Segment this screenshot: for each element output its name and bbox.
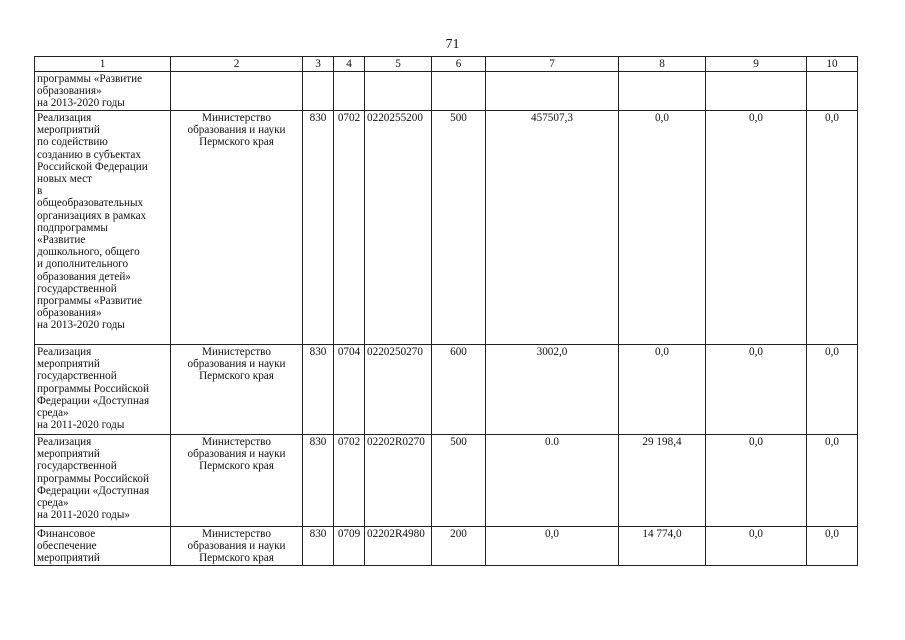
- column-header: 1: [35, 57, 171, 72]
- amount-cell: 3002,0: [486, 345, 619, 435]
- amount-cell: 0,0: [619, 345, 706, 435]
- target-code-cell: 02202R4980: [365, 527, 432, 566]
- table-row: [35, 72, 858, 111]
- column-header: 9: [706, 57, 807, 72]
- column-header: 5: [365, 57, 432, 72]
- section-cell: 0702: [334, 435, 365, 527]
- amount-cell: 0,0: [706, 527, 807, 566]
- target-code-cell: 02202R0270: [365, 435, 432, 527]
- activity-name-cell: Реализация мероприятий государственной программы Российской Федерации «Доступная среда» на 2011-2020 годы»: [35, 435, 171, 527]
- amount-cell: [619, 72, 706, 111]
- column-header: 2: [171, 57, 303, 72]
- target-code-cell: 0220255200: [365, 111, 432, 345]
- amount-cell: 14 774,0: [619, 527, 706, 566]
- amount-cell: 0,0: [807, 345, 858, 435]
- column-header: 7: [486, 57, 619, 72]
- expense-type-cell: [432, 72, 486, 111]
- table-header-row: [35, 57, 858, 72]
- ministry-cell: [171, 72, 303, 111]
- amount-cell: 29 198,4: [619, 435, 706, 527]
- ministry-cell: Министерство образования и науки Пермского края: [171, 345, 303, 435]
- amount-cell: 0,0: [807, 435, 858, 527]
- table-row: [35, 111, 858, 345]
- column-header: 6: [432, 57, 486, 72]
- amount-cell: 0,0: [706, 345, 807, 435]
- budget-table: [34, 56, 858, 566]
- ministry-cell: Министерство образования и науки Пермского края: [171, 527, 303, 566]
- code-cell: [303, 72, 334, 111]
- section-cell: [334, 72, 365, 111]
- amount-cell: 0,0: [706, 435, 807, 527]
- ministry-cell: Министерство образования и науки Пермского края: [171, 111, 303, 345]
- target-code-cell: 0220250270: [365, 345, 432, 435]
- amount-cell: 0.0: [486, 435, 619, 527]
- expense-type-cell: 500: [432, 435, 486, 527]
- amount-cell: 457507,3: [486, 111, 619, 345]
- column-header: 10: [807, 57, 858, 72]
- table-row: [35, 345, 858, 435]
- table-row: [35, 527, 858, 566]
- amount-cell: 0,0: [486, 527, 619, 566]
- target-code-cell: [365, 72, 432, 111]
- amount-cell: 0,0: [807, 111, 858, 345]
- amount-cell: 0,0: [807, 527, 858, 566]
- code-cell: 830: [303, 527, 334, 566]
- section-cell: 0704: [334, 345, 365, 435]
- activity-name-cell: Реализация мероприятий по содействию созданию в субъектах Российской Федерации новых мест в общеобразовательных организациях в рамках подпрограммы «Развитие дошкольного, общего и дополнительного образования детей» государственной программы «Развитие образования» на 2013-2020 годы: [35, 111, 171, 345]
- code-cell: 830: [303, 345, 334, 435]
- expense-type-cell: 600: [432, 345, 486, 435]
- amount-cell: 0,0: [619, 111, 706, 345]
- column-header: 4: [334, 57, 365, 72]
- activity-name-cell: Реализация мероприятий государственной программы Российской Федерации «Доступная среда» на 2011-2020 годы: [35, 345, 171, 435]
- section-cell: 0709: [334, 527, 365, 566]
- column-header: 3: [303, 57, 334, 72]
- column-header: 8: [619, 57, 706, 72]
- section-cell: 0702: [334, 111, 365, 345]
- code-cell: 830: [303, 111, 334, 345]
- amount-cell: [706, 72, 807, 111]
- code-cell: 830: [303, 435, 334, 527]
- expense-type-cell: 200: [432, 527, 486, 566]
- amount-cell: 0,0: [706, 111, 807, 345]
- amount-cell: [807, 72, 858, 111]
- page-number: 71: [445, 37, 460, 52]
- expense-type-cell: 500: [432, 111, 486, 345]
- activity-name-cell: программы «Развитие образования» на 2013-2020 годы: [35, 72, 171, 111]
- table-row: [35, 435, 858, 527]
- amount-cell: [486, 72, 619, 111]
- ministry-cell: Министерство образования и науки Пермского края: [171, 435, 303, 527]
- activity-name-cell: Финансовое обеспечение мероприятий: [35, 527, 171, 566]
